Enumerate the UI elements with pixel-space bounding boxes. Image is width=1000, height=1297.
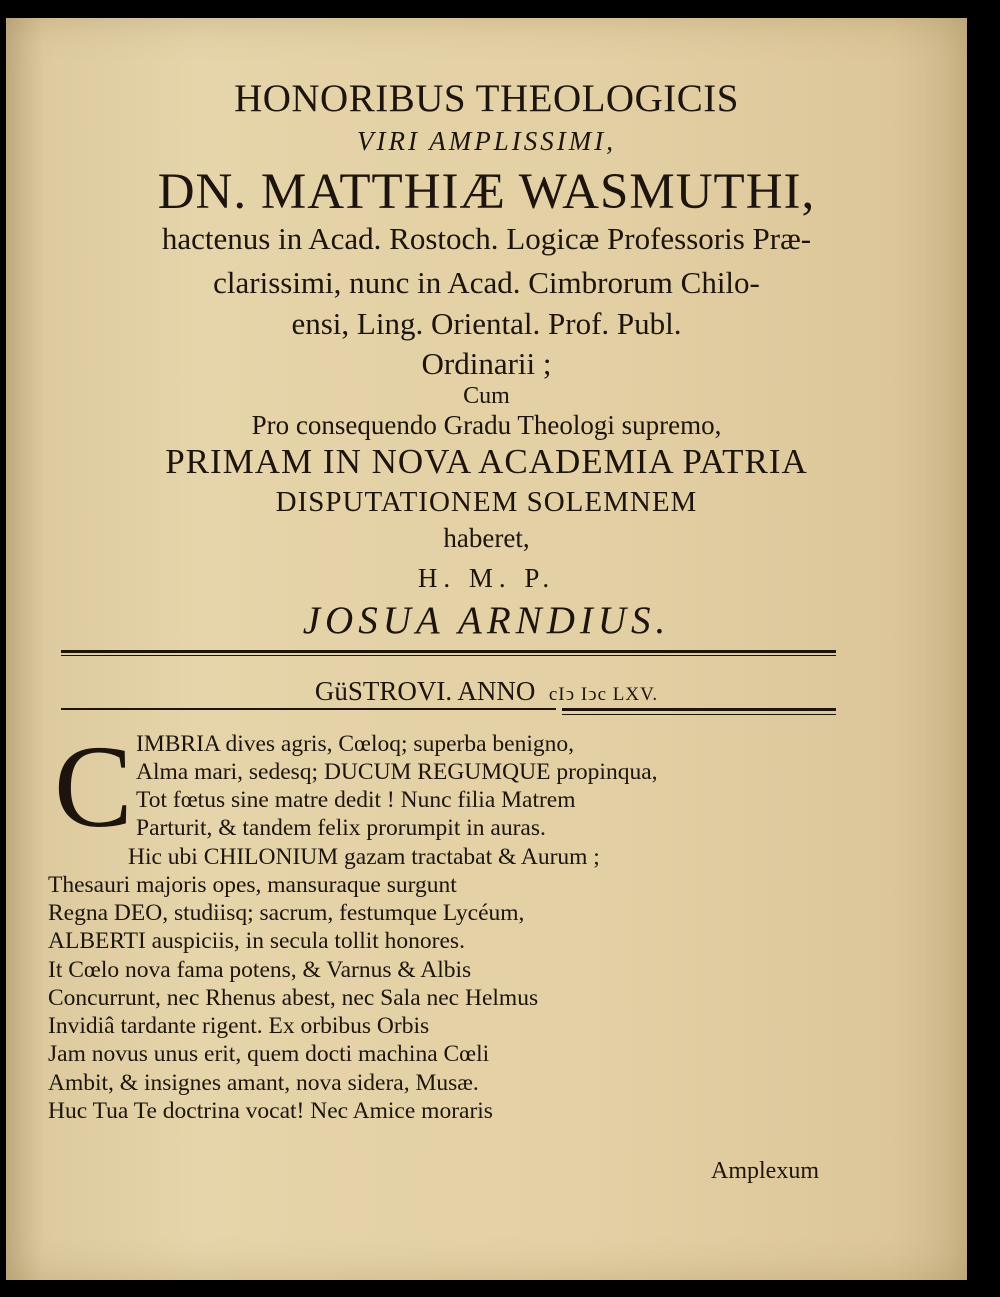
dedication-line: PRIMAM IN NOVA ACADEMIA PATRIA (165, 442, 808, 481)
top-rule (61, 650, 836, 653)
dedication-line: haberet, (443, 523, 530, 553)
imprint-year: cIↄ Iↄc LXV. (548, 684, 659, 705)
verse-line: Tot fœtus sine matre dedit ! Nunc filia Matrem (136, 787, 576, 813)
dedication-line: Pro consequendo Gradu Theologi supremo, (251, 410, 722, 440)
dedication-line: Ordinarii ; (421, 346, 552, 381)
title-line-3: DN. MATTHIÆ WASMUTHI, (157, 164, 816, 220)
dedication-line: ensi, Ling. Oriental. Prof. Publ. (291, 306, 682, 341)
dedication-line: Cum (463, 383, 510, 409)
imprint-place: GüSTROVI. ANNO (314, 676, 536, 706)
drop-cap-initial: C (54, 721, 133, 852)
verse-line: Ambit, & insignes amant, nova sidera, Musæ. (48, 1070, 479, 1096)
dedication-line: H. M. P. (417, 563, 556, 593)
verse-line: Jam novus unus erit, quem docti machina Cœli (48, 1041, 490, 1067)
verse-line: IMBRIA dives agris, Cœloq; superba benigno, (136, 731, 574, 757)
imprint (6, 676, 967, 707)
title-line-2: VIRI AMPLISSIMI, (357, 126, 616, 156)
verse-line: Alma mari, sedesq; DUCUM REGUMQUE propinqua, (136, 759, 658, 785)
dedication-line: clarissimi, nunc in Acad. Cimbrorum Chilo- (213, 265, 760, 300)
book-page (6, 18, 967, 1280)
verse-line: Thesauri majoris opes, mansuraque surgunt (48, 872, 457, 898)
top-rule-thin (61, 655, 836, 656)
bottom-rule-right-thin (562, 714, 836, 715)
verse-line: Huc Tua Te doctrina vocat! Nec Amice moraris (48, 1098, 493, 1124)
verse-line: Hic ubi CHILONIUM gazam tractabat & Aurum ; (128, 844, 600, 870)
catchword: Amplexum (711, 1158, 819, 1184)
author-name: JOSUA ARNDIUS. (302, 599, 671, 642)
bottom-rule-right (562, 708, 836, 711)
dedication-line: DISPUTATIONEM SOLEMNEM (275, 486, 698, 518)
verse-line: Regna DEO, studiisq; sacrum, festumque Lycéum, (48, 900, 525, 926)
verse-line: Concurrunt, nec Rhenus abest, nec Sala nec Helmus (48, 985, 539, 1011)
bottom-rule-left (61, 708, 556, 710)
title-line-1: HONORIBUS THEOLOGICIS (234, 77, 739, 120)
verse-line: Invidiâ tardante rigent. Ex orbibus Orbis (48, 1013, 430, 1039)
verse-line: It Cœlo nova fama potens, & Varnus & Albis (48, 957, 472, 983)
verse-line: Parturit, & tandem felix prorumpit in auras. (136, 815, 546, 841)
dedication-line: hactenus in Acad. Rostoch. Logicæ Professoris Præ- (161, 221, 812, 256)
verse-line: ALBERTI auspiciis, in secula tollit honores. (48, 928, 465, 954)
